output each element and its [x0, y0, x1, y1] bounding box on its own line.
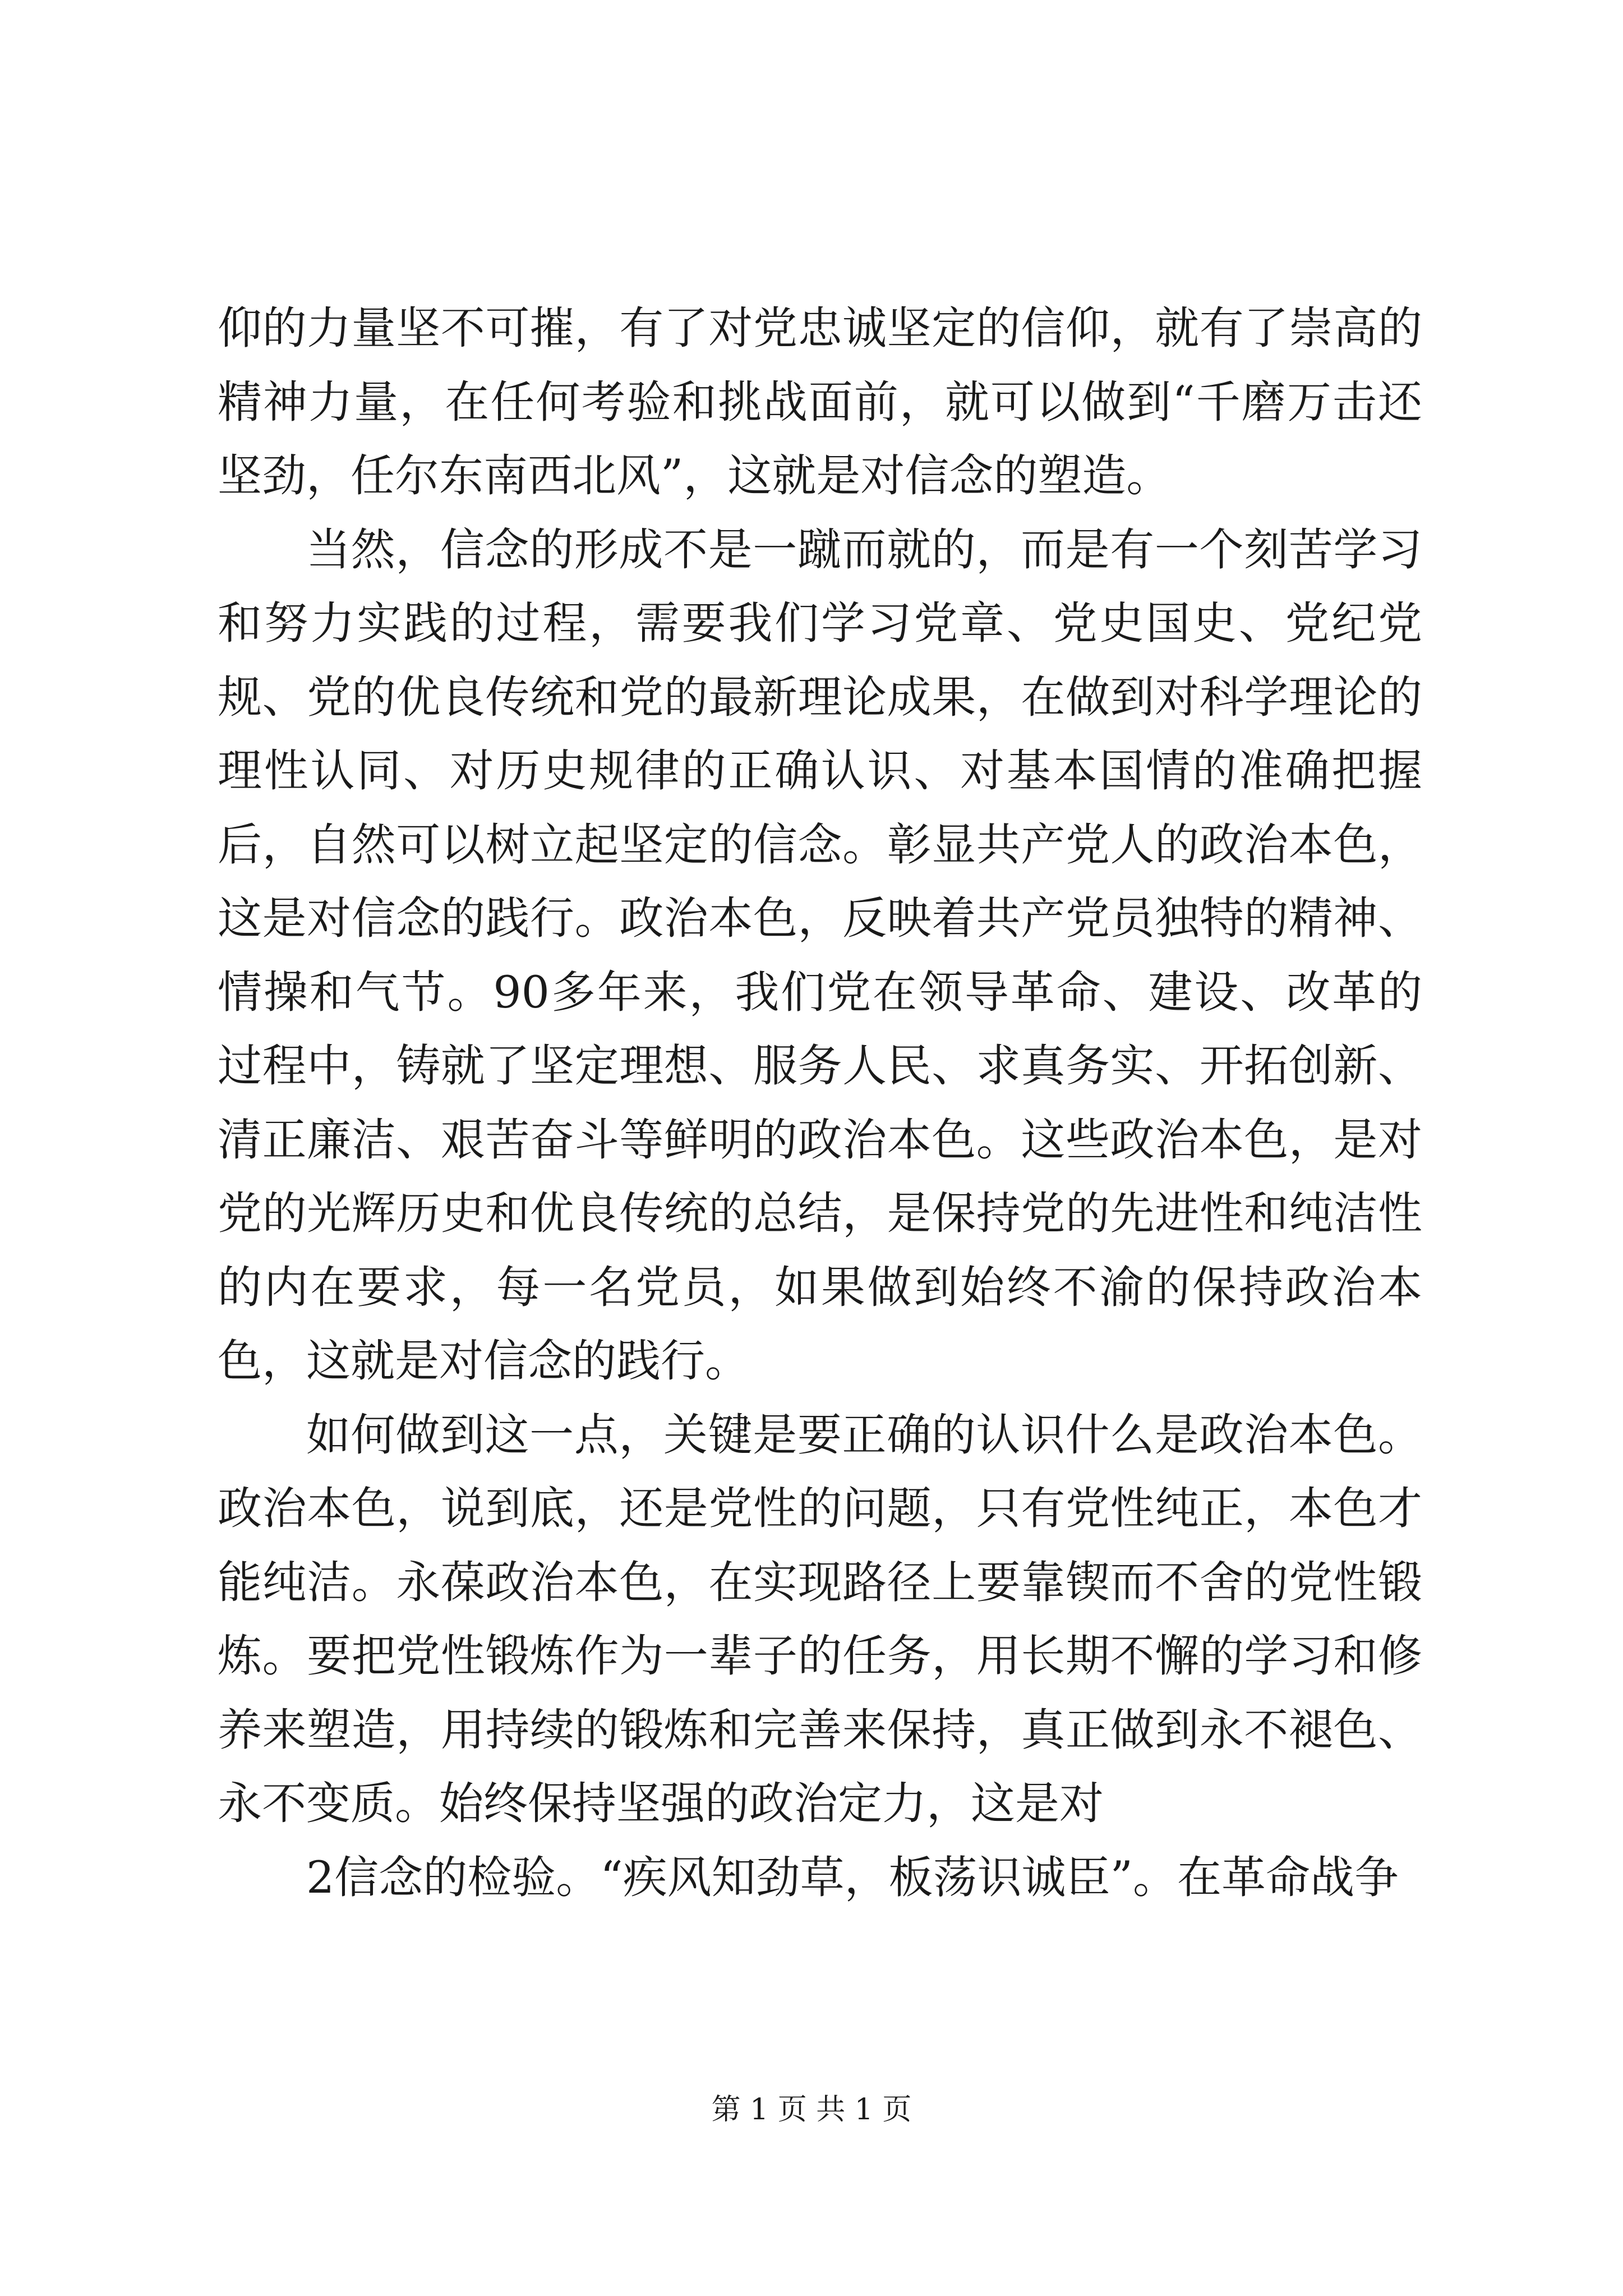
paragraph-4: 2信念的检验。“疾风知劲草，板荡识诚臣”。在革命战争 [306, 1851, 1399, 1903]
paragraph-2: 当然，信念的形成不是一蹴而就的，而是有一个刻苦学习和努力实践的过程，需要我们学习党章、党史国史、党纪党规、党的优良传统和党的最新理论成果，在做到对科学理论的理性认同、对历史规律的正确认识、对基本国情的准确把握后，自然可以树立起坚定的信念。彰显共产党人的政治本色，这是对信念的践行。政治本色，反映着共产党员独特的精神、情操和气节。90多年来，我们党在领导革命、建设、改革的过程中，铸就了坚定理想、服务人民、求真务实、开拓创新、清正廉洁、艰苦奋斗等鲜明的政治本色。这些政治本色，是对党的光辉历史和优良传统的总结，是保持党的先进性和纯洁性的内在要求，每一名党员，如果做到始终不渝的保持政治本色，这就是对信念的践行。 [218, 523, 1422, 1387]
paragraph-1: 仰的力量坚不可摧，有了对党忠诚坚定的信仰，就有了崇高的精神力量，在任何考验和挑战面前，就可以做到“千磨万击还坚劲，任尔东南西北风”，这就是对信念的塑造。 [218, 302, 1422, 501]
paragraph-3: 如何做到这一点，关键是要正确的认识什么是政治本色。政治本色，说到底，还是党性的问题，只有党性纯正，本色才能纯洁。永葆政治本色，在实现路径上要靠锲而不舍的党性锻炼。要把党性锻炼作为一辈子的任务，用长期不懈的学习和修养来塑造，用持续的锻炼和完善来保持，真正做到永不褪色、永不变质。始终保持坚强的政治定力，这是对 [218, 1409, 1422, 1829]
page-number-footer: 第 1 页 共 1 页 [711, 2093, 912, 2127]
document-body [218, 292, 1422, 1915]
